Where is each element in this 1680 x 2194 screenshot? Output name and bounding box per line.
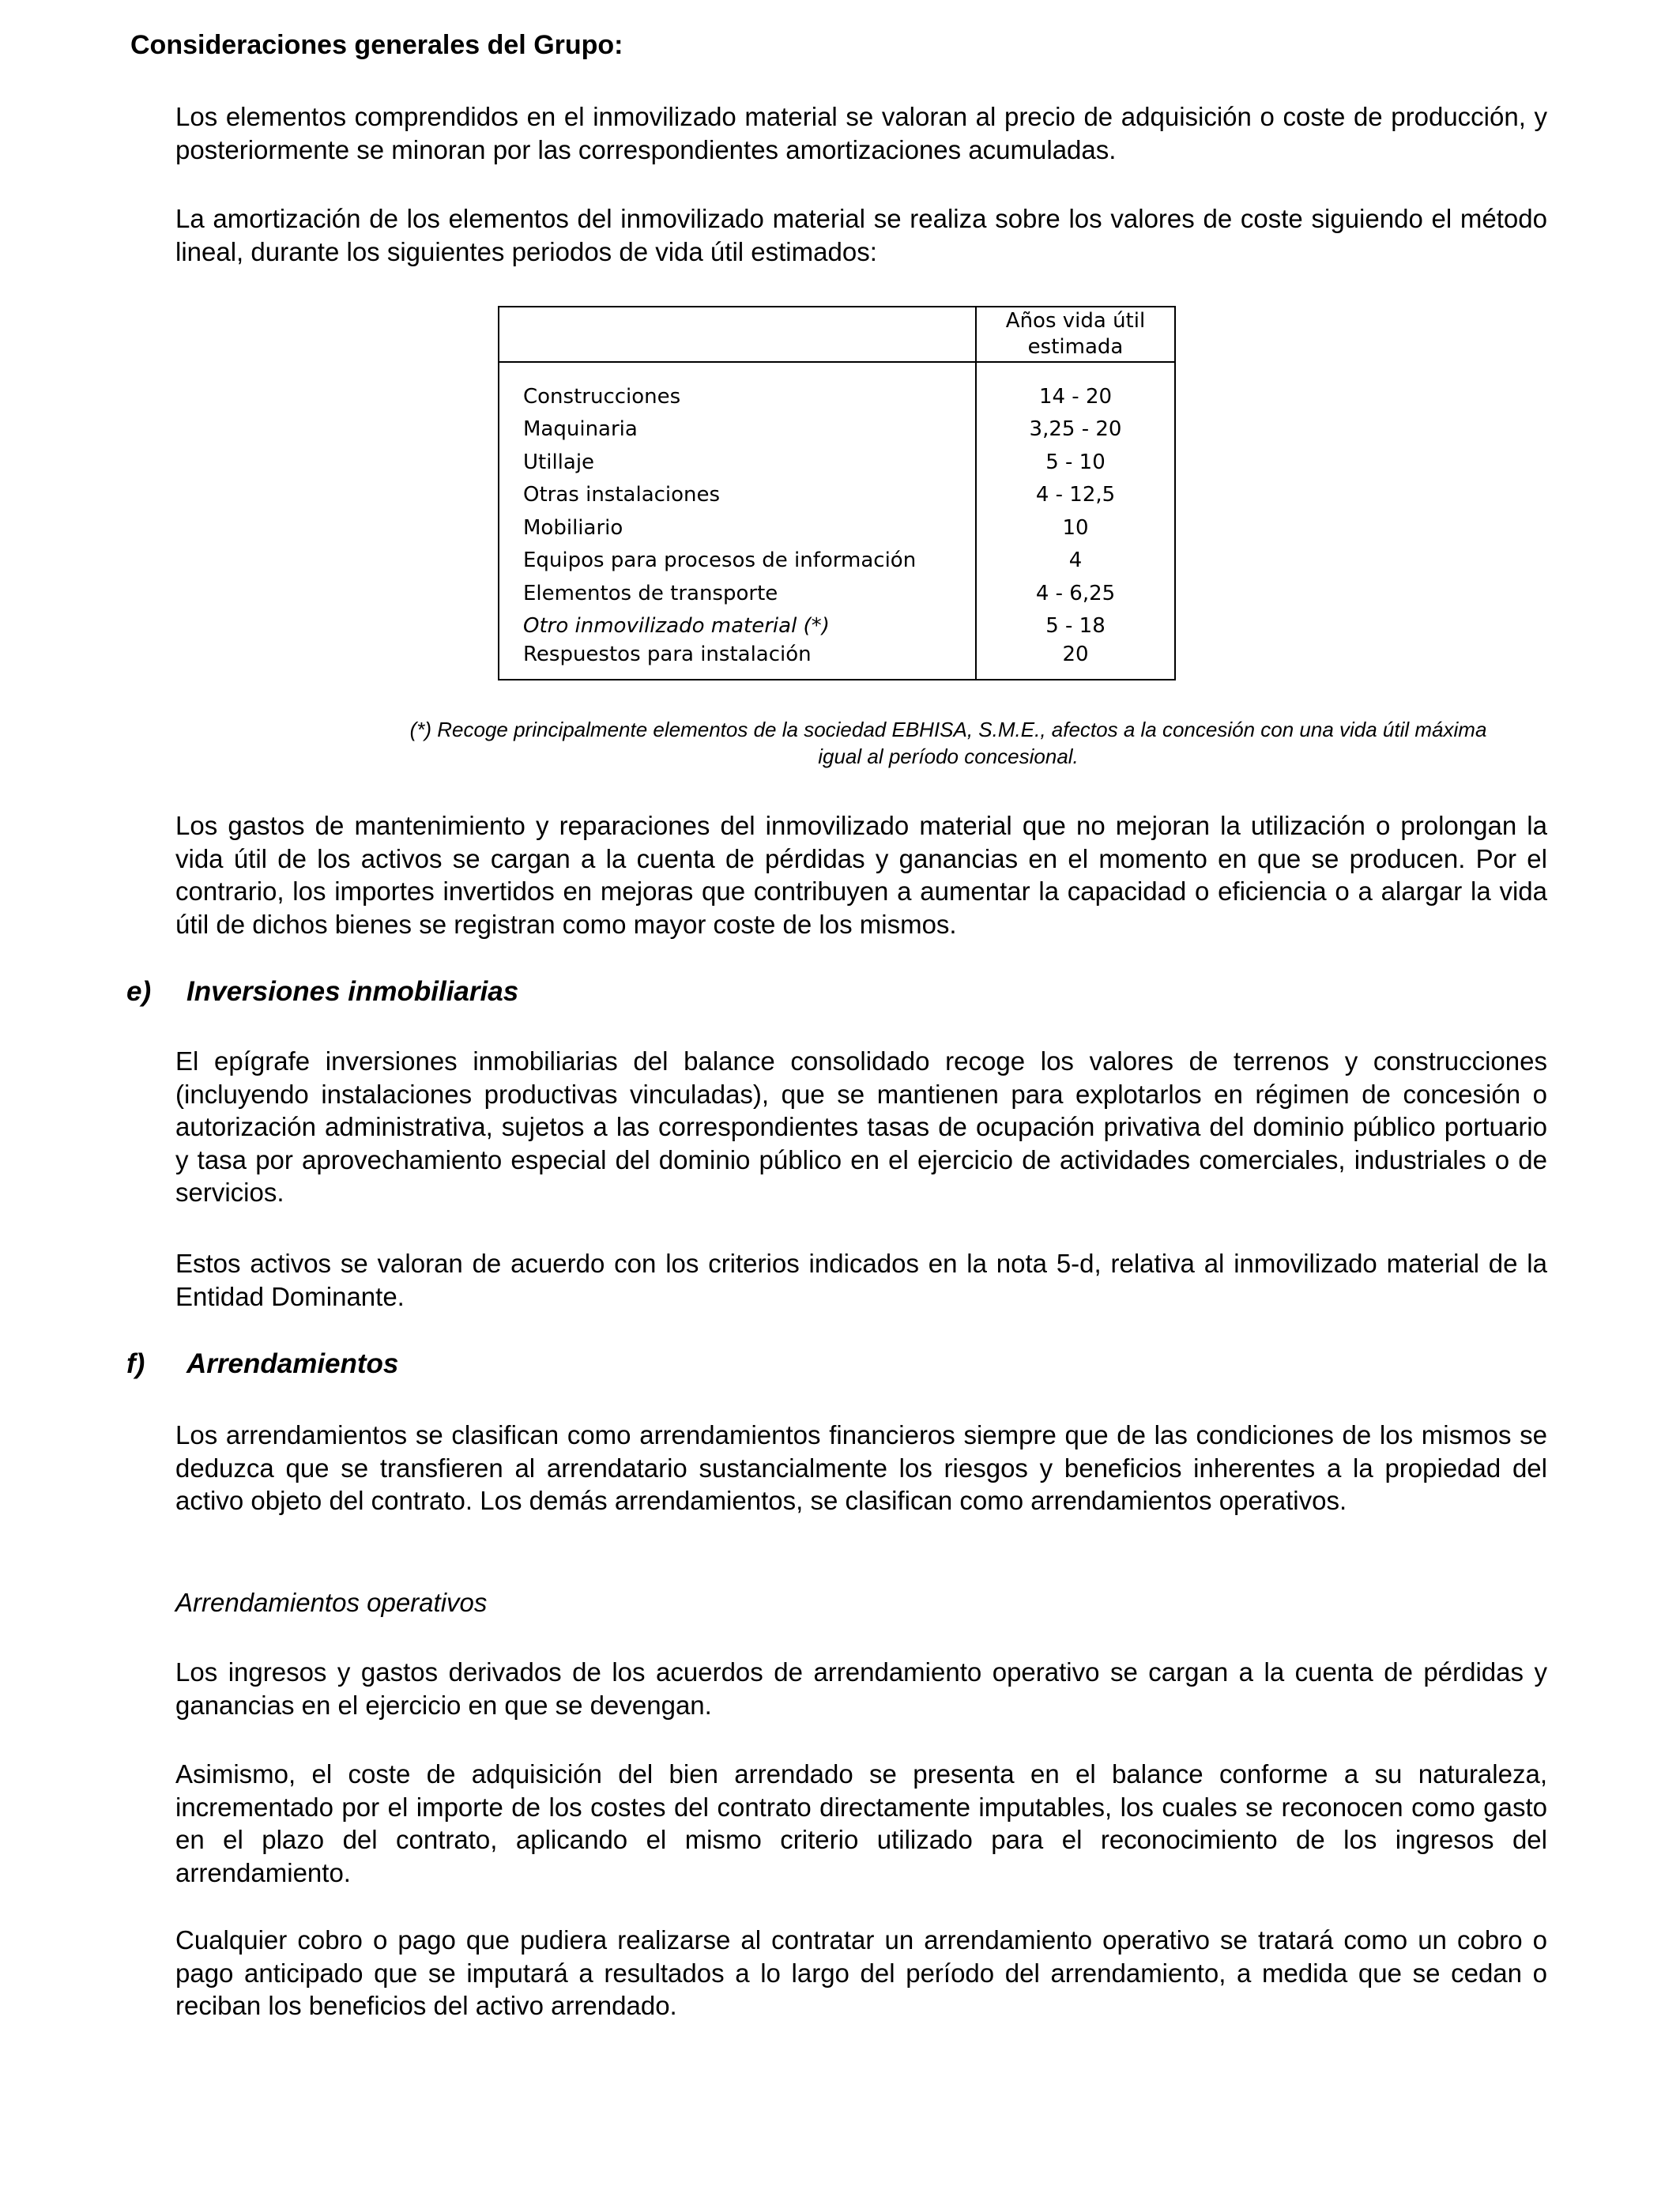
- row-value: 5 - 10: [976, 446, 1175, 479]
- table-header-empty: [499, 307, 976, 362]
- paragraph-maintenance: Los gastos de mantenimiento y reparaciones del inmovilizado material que no mejoran la utilización o prolongan la vida útil de los activos se cargan a la cuenta de pérdidas y ganancias en el momento en que se producen. Por el contrario, los importes invertidos en mejoras que contribuyen a aumentar la capacidad o eficiencia o a alargar la vida útil de dichos bienes se registran como mayor coste de los mismos.: [175, 811, 1547, 939]
- row-value: 4 - 6,25: [976, 577, 1175, 610]
- section-letter: f): [126, 1348, 145, 1379]
- row-value: 4: [976, 545, 1175, 578]
- paragraph-operating-income: Los ingresos y gastos derivados de los acuerdos de arrendamiento operativo se cargan a la cuenta de pérdidas y ganancias en el ejercicio en que se devengan.: [175, 1657, 1547, 1720]
- row-label: Elementos de transporte: [499, 577, 976, 610]
- row-label: Otro inmovilizado material (*): [499, 610, 976, 643]
- paragraph-investment-property: El epígrafe inversiones inmobiliarias del balance consolidado recoge los valores de terrenos y construcciones (incluyendo instalaciones productivas vinculadas), que se mantienen para explotarlos en régimen de concesión o autorización administrativa, sujetos a las correspondientes tasas de ocupación privativa del dominio público portuario y tasa por aprovechamiento especial del dominio público en el ejercicio de actividades comerciales, industriales o de servicios.: [175, 1046, 1547, 1207]
- paragraph-advance-payments: Cualquier cobro o pago que pudiera realizarse al contratar un arrendamiento operativo se tratará como un cobro o pago anticipado que se imputará a resultados a lo largo del período del arrendamiento, a medida que se cedan o reciban los beneficios del activo arrendado.: [175, 1925, 1547, 2020]
- row-label: Maquinaria: [499, 413, 976, 447]
- useful-life-table: [498, 306, 1176, 680]
- section-heading-e: [126, 976, 518, 1008]
- paragraph-acquisition-cost: Asimismo, el coste de adquisición del bien arrendado se presenta en el balance conforme a su naturaleza, incrementado por el importe de los costes del contrato directamente imputables, los cuales se reconocen como gasto en el plazo del contrato, aplicando el mismo criterio utilizado para el reconocimiento de los ingresos del arrendamiento.: [175, 1759, 1547, 1887]
- table-row: [499, 577, 1175, 610]
- subheading-operating-leases: Arrendamientos operativos: [175, 1588, 488, 1617]
- row-label: Equipos para procesos de información: [499, 545, 976, 578]
- row-label: Utillaje: [499, 446, 976, 479]
- section-title: Inversiones inmobiliarias: [186, 976, 519, 1007]
- section-letter: e): [126, 976, 152, 1007]
- footnote-line-2: igual al período concesional.: [818, 745, 1079, 768]
- row-label: Respuestos para instalación: [499, 643, 976, 680]
- page-heading: Consideraciones generales del Grupo:: [130, 30, 623, 60]
- section-heading-f: [126, 1348, 398, 1380]
- paragraph-valuation-criteria: Estos activos se valoran de acuerdo con los criterios indicados en la nota 5-d, relativa al inmovilizado material de la Entidad Dominante.: [175, 1249, 1547, 1311]
- paragraph-valuation: Los elementos comprendidos en el inmovilizado material se valoran al precio de adquisición o coste de producción, y posteriormente se minoran por las correspondientes amortizaciones acumuladas.: [175, 102, 1547, 164]
- table-row: [499, 643, 1175, 680]
- header-line-2: estimada: [1027, 335, 1124, 359]
- row-value: 14 - 20: [976, 380, 1175, 413]
- row-value: 4 - 12,5: [976, 479, 1175, 512]
- table-row: [499, 446, 1175, 479]
- row-value: 20: [976, 643, 1175, 680]
- table-row: [499, 511, 1175, 545]
- table-header-years: [976, 307, 1175, 362]
- footnote-line-1: (*) Recoge principalmente elementos de la sociedad EBHISA, S.M.E., afectos a la concesión con una vida útil máxima: [409, 718, 1487, 741]
- table-row: [499, 479, 1175, 512]
- paragraph-depreciation: La amortización de los elementos del inmovilizado material se realiza sobre los valores de coste siguiendo el método lineal, durante los siguientes periodos de vida útil estimados:: [175, 204, 1547, 266]
- table-footnote: [348, 716, 1549, 770]
- row-value: 3,25 - 20: [976, 413, 1175, 447]
- row-label: Construcciones: [499, 380, 976, 413]
- table-row: [499, 380, 1175, 413]
- row-value: 10: [976, 511, 1175, 545]
- section-title: Arrendamientos: [186, 1348, 399, 1379]
- table-row: [499, 610, 1175, 643]
- row-label: Mobiliario: [499, 511, 976, 545]
- header-line-1: Años vida útil: [1005, 309, 1146, 333]
- row-label: Otras instalaciones: [499, 479, 976, 512]
- table-row: [499, 413, 1175, 447]
- paragraph-lease-classification: Los arrendamientos se clasifican como arrendamientos financieros siempre que de las condiciones de los mismos se deduzca que se transfieren al arrendatario sustancialmente los riesgos y beneficios inherentes a la propiedad del activo objeto del contrato. Los demás arrendamientos, se clasifican como arrendamientos operativos.: [175, 1420, 1547, 1515]
- table-row: [499, 545, 1175, 578]
- row-value: 5 - 18: [976, 610, 1175, 643]
